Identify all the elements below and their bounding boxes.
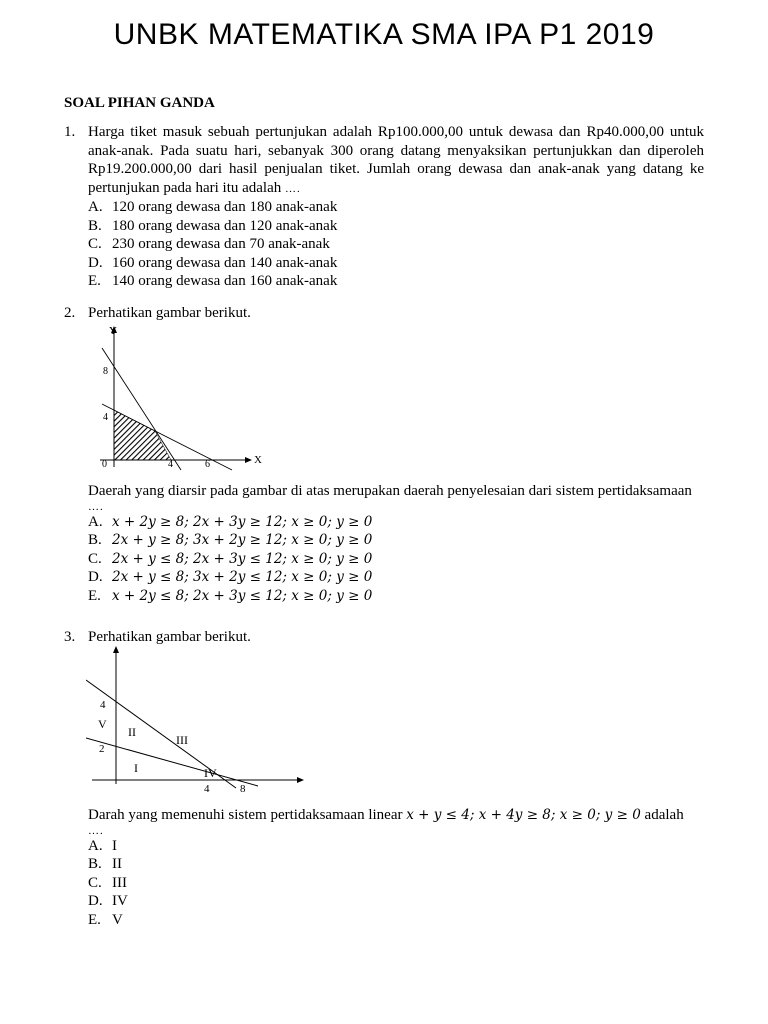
graph-q3	[86, 644, 306, 796]
option-d[interactable]: D. 2x + y ≤ 8; 3x + 2y ≤ 12; x ≥ 0; y ≥ 0	[88, 569, 373, 585]
question-number: 1.	[64, 124, 76, 140]
question-3-body	[64, 806, 704, 929]
option-c[interactable]: C. 230 orang dewasa dan 70 anak-anak	[88, 236, 330, 252]
question-number: 2.	[64, 305, 76, 321]
option-a[interactable]: A. x + 2y ≥ 8; 2x + 3y ≥ 12; x ≥ 0; y ≥ 0	[88, 513, 373, 530]
region-label-i: I	[134, 761, 138, 775]
x-axis-label: X	[254, 454, 262, 466]
y-tick-4: 4	[103, 412, 108, 423]
question-1-text: Harga tiket masuk sebuah pertunjukan adalah Rp100.000,00 untuk dewasa dan Rp40.000,00 untuk anak-anak. Pada suatu hari, sebanyak 300 orang datang menyaksikan pertunjukkan dan diperoleh Rp19.200.000,00 dari hasil penjualan tiket. Jumlah orang dewasa dan anak-anak yang datang ke pertunjukan pada hari itu adalah	[88, 124, 704, 196]
question-1	[64, 123, 704, 291]
option-e[interactable]: E. x + 2y ≤ 8; 2x + 3y ≤ 12; x ≥ 0; y ≥ 0	[88, 587, 373, 604]
question-number: 3.	[64, 629, 76, 645]
y-tick-8: 8	[103, 366, 108, 377]
question-intro: Perhatikan gambar berikut.	[88, 629, 251, 645]
option-d[interactable]: D. IV	[88, 893, 128, 909]
page-title: UNBK MATEMATIKA SMA IPA P1 2019	[113, 18, 655, 51]
graph-q2	[88, 322, 278, 472]
option-d[interactable]: D. 160 orang dewasa dan 140 anak-anak	[88, 254, 338, 271]
option-b[interactable]: B. 2x + y ≥ 8; 3x + 2y ≥ 12; x ≥ 0; y ≥ 0	[88, 532, 373, 548]
question-3-text-suffix: adalah	[644, 807, 684, 823]
x-tick-4: 4	[168, 459, 173, 470]
option-a[interactable]: A. 120 orang dewasa dan 180 anak-anak	[88, 199, 338, 215]
region-label-v: V	[98, 717, 107, 731]
region-label-ii: II	[128, 725, 136, 739]
x-tick-0: 0	[102, 459, 107, 470]
x-axis-arrow	[297, 777, 304, 783]
question-text	[88, 123, 704, 198]
option-b[interactable]: B. II	[88, 856, 122, 872]
region-label-iv: IV	[204, 766, 217, 780]
question-intro: Perhatikan gambar berikut.	[88, 305, 251, 321]
y-tick-2: 2	[99, 743, 105, 755]
line-x-4y-8	[86, 738, 258, 786]
x-tick-6: 6	[205, 459, 210, 470]
x-axis-arrow	[245, 457, 252, 463]
option-e[interactable]: E. 140 orang dewasa dan 160 anak-anak	[88, 273, 338, 289]
question-text	[88, 806, 704, 825]
question-2-body	[64, 482, 704, 605]
question-2-text: Daerah yang diarsir pada gambar di atas merupakan daerah penyelesaian dari sistem pertidaksamaan	[88, 483, 692, 499]
option-c[interactable]: C. 2x + y ≤ 8; 2x + 3y ≤ 12; x ≥ 0; y ≥ 0	[88, 550, 373, 567]
option-c[interactable]: C. III	[88, 874, 127, 891]
region-label-iii: III	[176, 733, 188, 747]
option-e[interactable]: E. V	[88, 911, 123, 928]
section-heading: SOAL PIHAN GANDA	[64, 95, 215, 111]
question-3-math: x + y ≤ 4; x + 4y ≥ 8; x ≥ 0; y ≥ 0	[406, 807, 641, 823]
y-axis-arrow	[113, 646, 119, 653]
y-axis-label: Y	[109, 325, 117, 337]
question-dots: ….	[88, 500, 104, 513]
option-b[interactable]: B. 180 orang dewasa dan 120 anak-anak	[88, 217, 338, 234]
x-tick-4: 4	[204, 783, 210, 795]
x-tick-8: 8	[240, 783, 246, 795]
question-text	[88, 482, 704, 501]
option-a[interactable]: A. I	[88, 837, 117, 854]
question-dots: ….	[88, 824, 104, 837]
question-3-text-prefix: Darah yang memenuhi sistem pertidaksamaan linear	[88, 807, 403, 823]
question-dots: ….	[285, 182, 301, 195]
question-2	[64, 304, 704, 323]
y-tick-4: 4	[100, 699, 106, 711]
